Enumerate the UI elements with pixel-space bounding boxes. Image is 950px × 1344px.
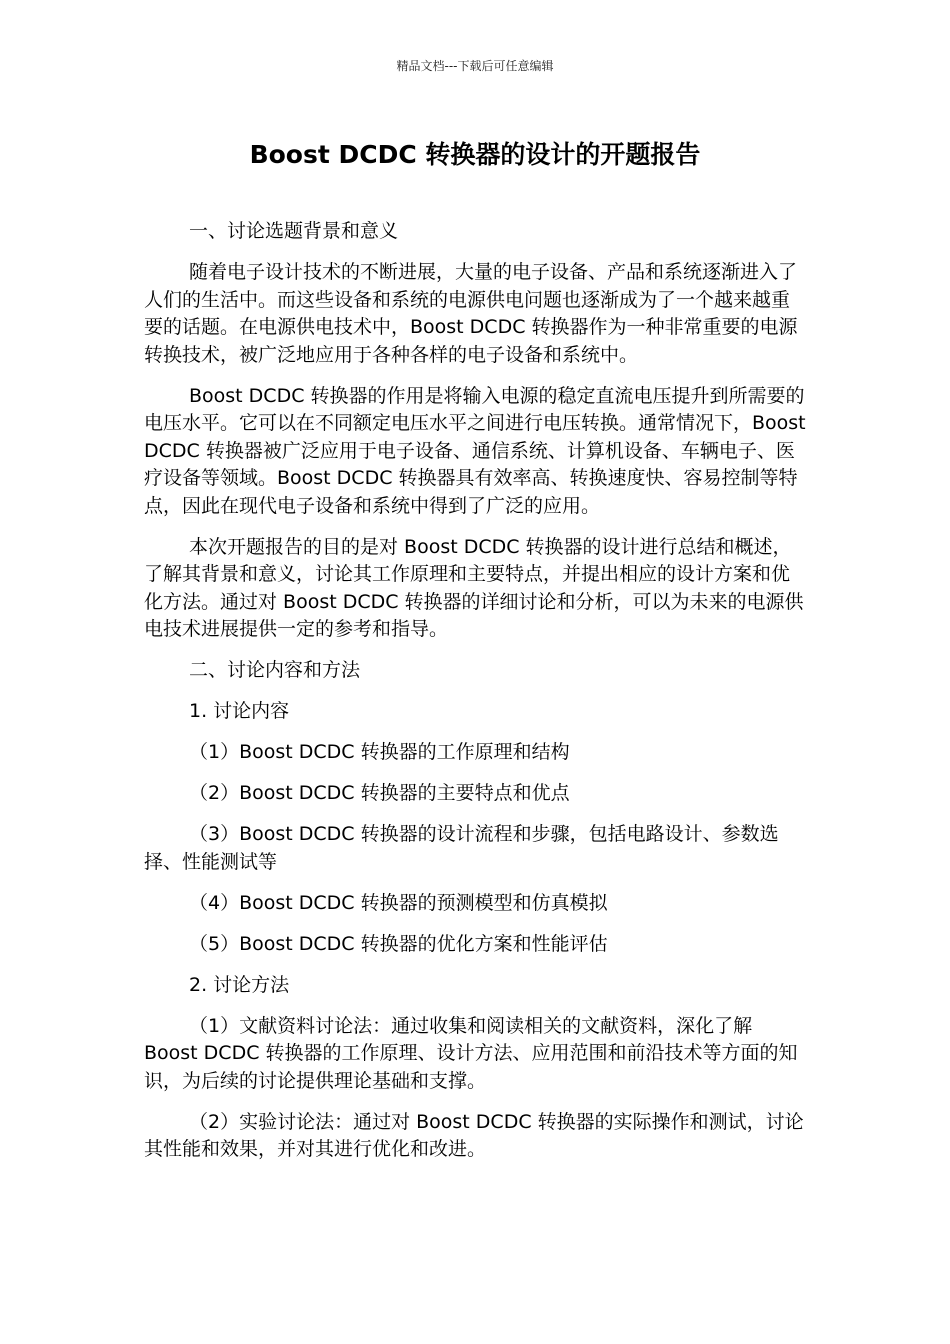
section-heading-background: 一、讨论选题背景和意义: [189, 220, 399, 242]
paragraph-background-2: Boost DCDC 转换器的作用是将输入电源的稳定直流电压提升到所需要的电压水平。它可以在不同额定电压水平之间进行电压转换。通常情况下，Boost DCDC 转换器被广泛应用于电子设备、通信系统、计算机设备、车辆电子、医疗设备等领域。Boost DCDC 转换器具有效率高、转换速度快、容易控制等特点，因此在现代电子设备和系统中得到了广泛的应用。: [144, 384, 806, 517]
method-list-item-2: （2）实验讨论法：通过对 Boost DCDC 转换器的实际操作和测试，讨论其性能和效果，并对其进行优化和改进。: [144, 1110, 804, 1160]
paragraph-background-1: 随着电子设计技术的不断进展，大量的电子设备、产品和系统逐渐进入了人们的生活中。而这些设备和系统的电源供电问题也逐渐成为了一个越来越重要的话题。在电源供电技术中，Boost DCDC 转换器作为一种非常重要的电源转换技术，被广泛地应用于各种各样的电子设备和系统中。: [144, 261, 798, 366]
subheading-content: 1. 讨论内容: [189, 700, 290, 722]
subheading-methods: 2. 讨论方法: [189, 973, 290, 996]
content-list-item-2: （2）Boost DCDC 转换器的主要特点和优点: [189, 782, 570, 804]
method-list-item-1: （1）文献资料讨论法：通过收集和阅读相关的文献资料，深化了解 Boost DCDC 转换器的工作原理、设计方法、应用范围和前沿技术等方面的知识，为后续的讨论提供理论基础和支撑。: [144, 1014, 798, 1092]
content-list-item-5: （5）Boost DCDC 转换器的优化方案和性能评估: [189, 932, 608, 955]
paragraph-background-3: 本次开题报告的目的是对 Boost DCDC 转换器的设计进行总结和概述，了解其背景和意义，讨论其工作原理和主要特点，并提出相应的设计方案和优化方法。通过对 Boost DCDC 转换器的详细讨论和分析，可以为未来的电源供电技术进展提供一定的参考和指导。: [144, 535, 804, 640]
content-list-item-4: （4）Boost DCDC 转换器的预测模型和仿真模拟: [189, 891, 608, 914]
document-body: [144, 218, 806, 1177]
section-heading-content-methods: 二、讨论内容和方法: [189, 659, 361, 681]
content-list-item-1: （1）Boost DCDC 转换器的工作原理和结构: [189, 741, 570, 763]
document-title: Boost DCDC 转换器的设计的开题报告: [249, 140, 701, 169]
content-list-item-3: （3）Boost DCDC 转换器的设计流程和步骤，包括电路设计、参数选择、性能测试等: [144, 823, 779, 873]
page-header: 精品文档---下载后可任意编辑: [396, 59, 554, 73]
